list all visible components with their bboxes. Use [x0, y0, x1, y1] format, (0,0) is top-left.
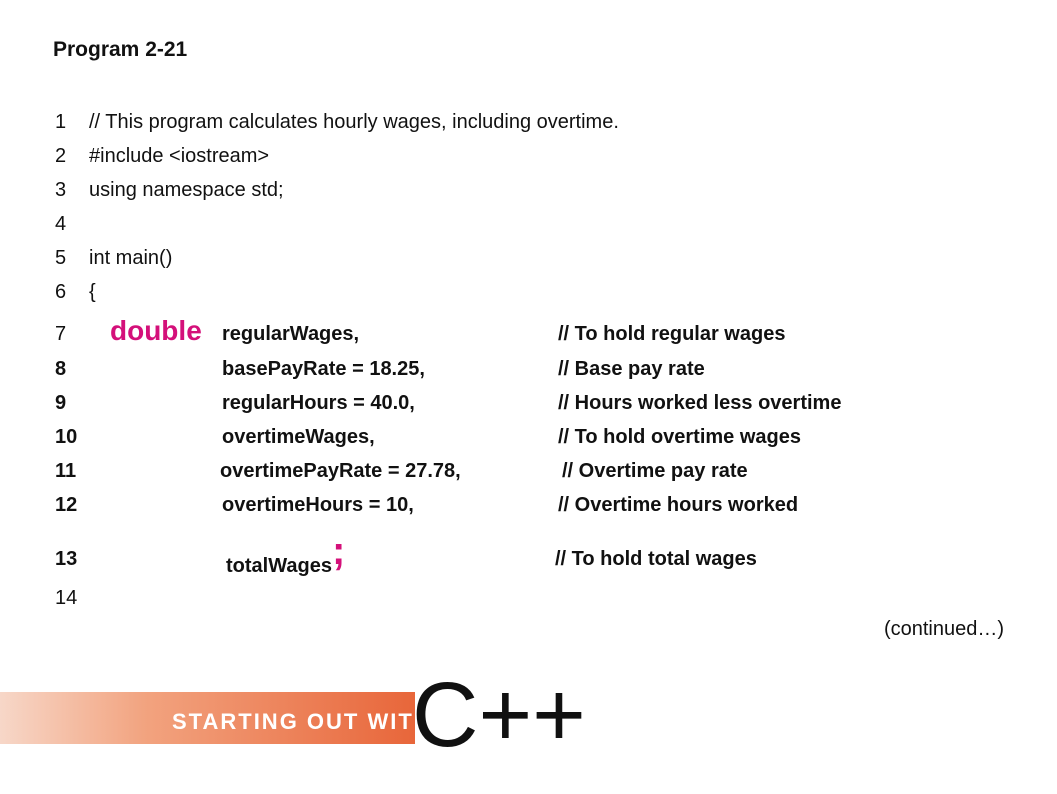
code-line: regularHours = 40.0,	[222, 392, 415, 414]
line-number: 5	[55, 247, 67, 269]
code-comment: // To hold total wages	[555, 548, 757, 570]
code-line: int main()	[89, 247, 173, 269]
code-line: basePayRate = 18.25,	[222, 358, 425, 380]
banner-text: STARTING OUT WITH	[172, 709, 432, 734]
code-comment: // Overtime hours worked	[558, 494, 799, 516]
line-number: 6	[55, 281, 67, 303]
code-line: #include <iostream>	[89, 145, 270, 167]
code-line: {	[89, 281, 96, 303]
line-number: 14	[55, 587, 78, 609]
line-number: 11	[55, 460, 77, 482]
slide-title: Program 2-21	[53, 38, 188, 61]
semicolon: ;	[331, 529, 346, 573]
line-number: 4	[55, 213, 67, 235]
line-number: 9	[55, 392, 67, 414]
code-line: overtimeHours = 10,	[222, 494, 414, 516]
keyword-double	[110, 313, 202, 354]
code-comment: // Base pay rate	[558, 358, 705, 380]
line-number: 8	[55, 358, 67, 380]
code-comment: // Overtime pay rate	[562, 460, 748, 482]
code-comment: // To hold regular wages	[558, 323, 786, 345]
line-number: 2	[55, 145, 67, 167]
line-number: 1	[55, 111, 67, 133]
line-number: 13	[55, 548, 78, 570]
line-number: 10	[55, 426, 78, 448]
line-number: 12	[55, 494, 78, 516]
code-text: totalWages	[226, 555, 332, 577]
code-line: overtimeWages,	[222, 426, 375, 448]
code-line: regularWages,	[222, 323, 360, 345]
starting-out-with-cpp-banner	[0, 660, 586, 766]
code-comment: // To hold overtime wages	[558, 426, 802, 448]
code-line: using namespace std;	[89, 179, 284, 201]
continued-note: (continued…)	[883, 618, 1004, 640]
line-number: 3	[55, 179, 67, 201]
code-line: // This program calculates hourly wages, including overtime.	[89, 111, 619, 133]
code-line	[226, 529, 346, 578]
code-line: overtimePayRate = 27.78,	[220, 460, 461, 482]
code-comment: // Hours worked less overtime	[558, 392, 842, 414]
line-number: 7	[55, 323, 67, 345]
keyword: double	[110, 315, 202, 346]
cpp-logo: C++	[412, 664, 586, 766]
